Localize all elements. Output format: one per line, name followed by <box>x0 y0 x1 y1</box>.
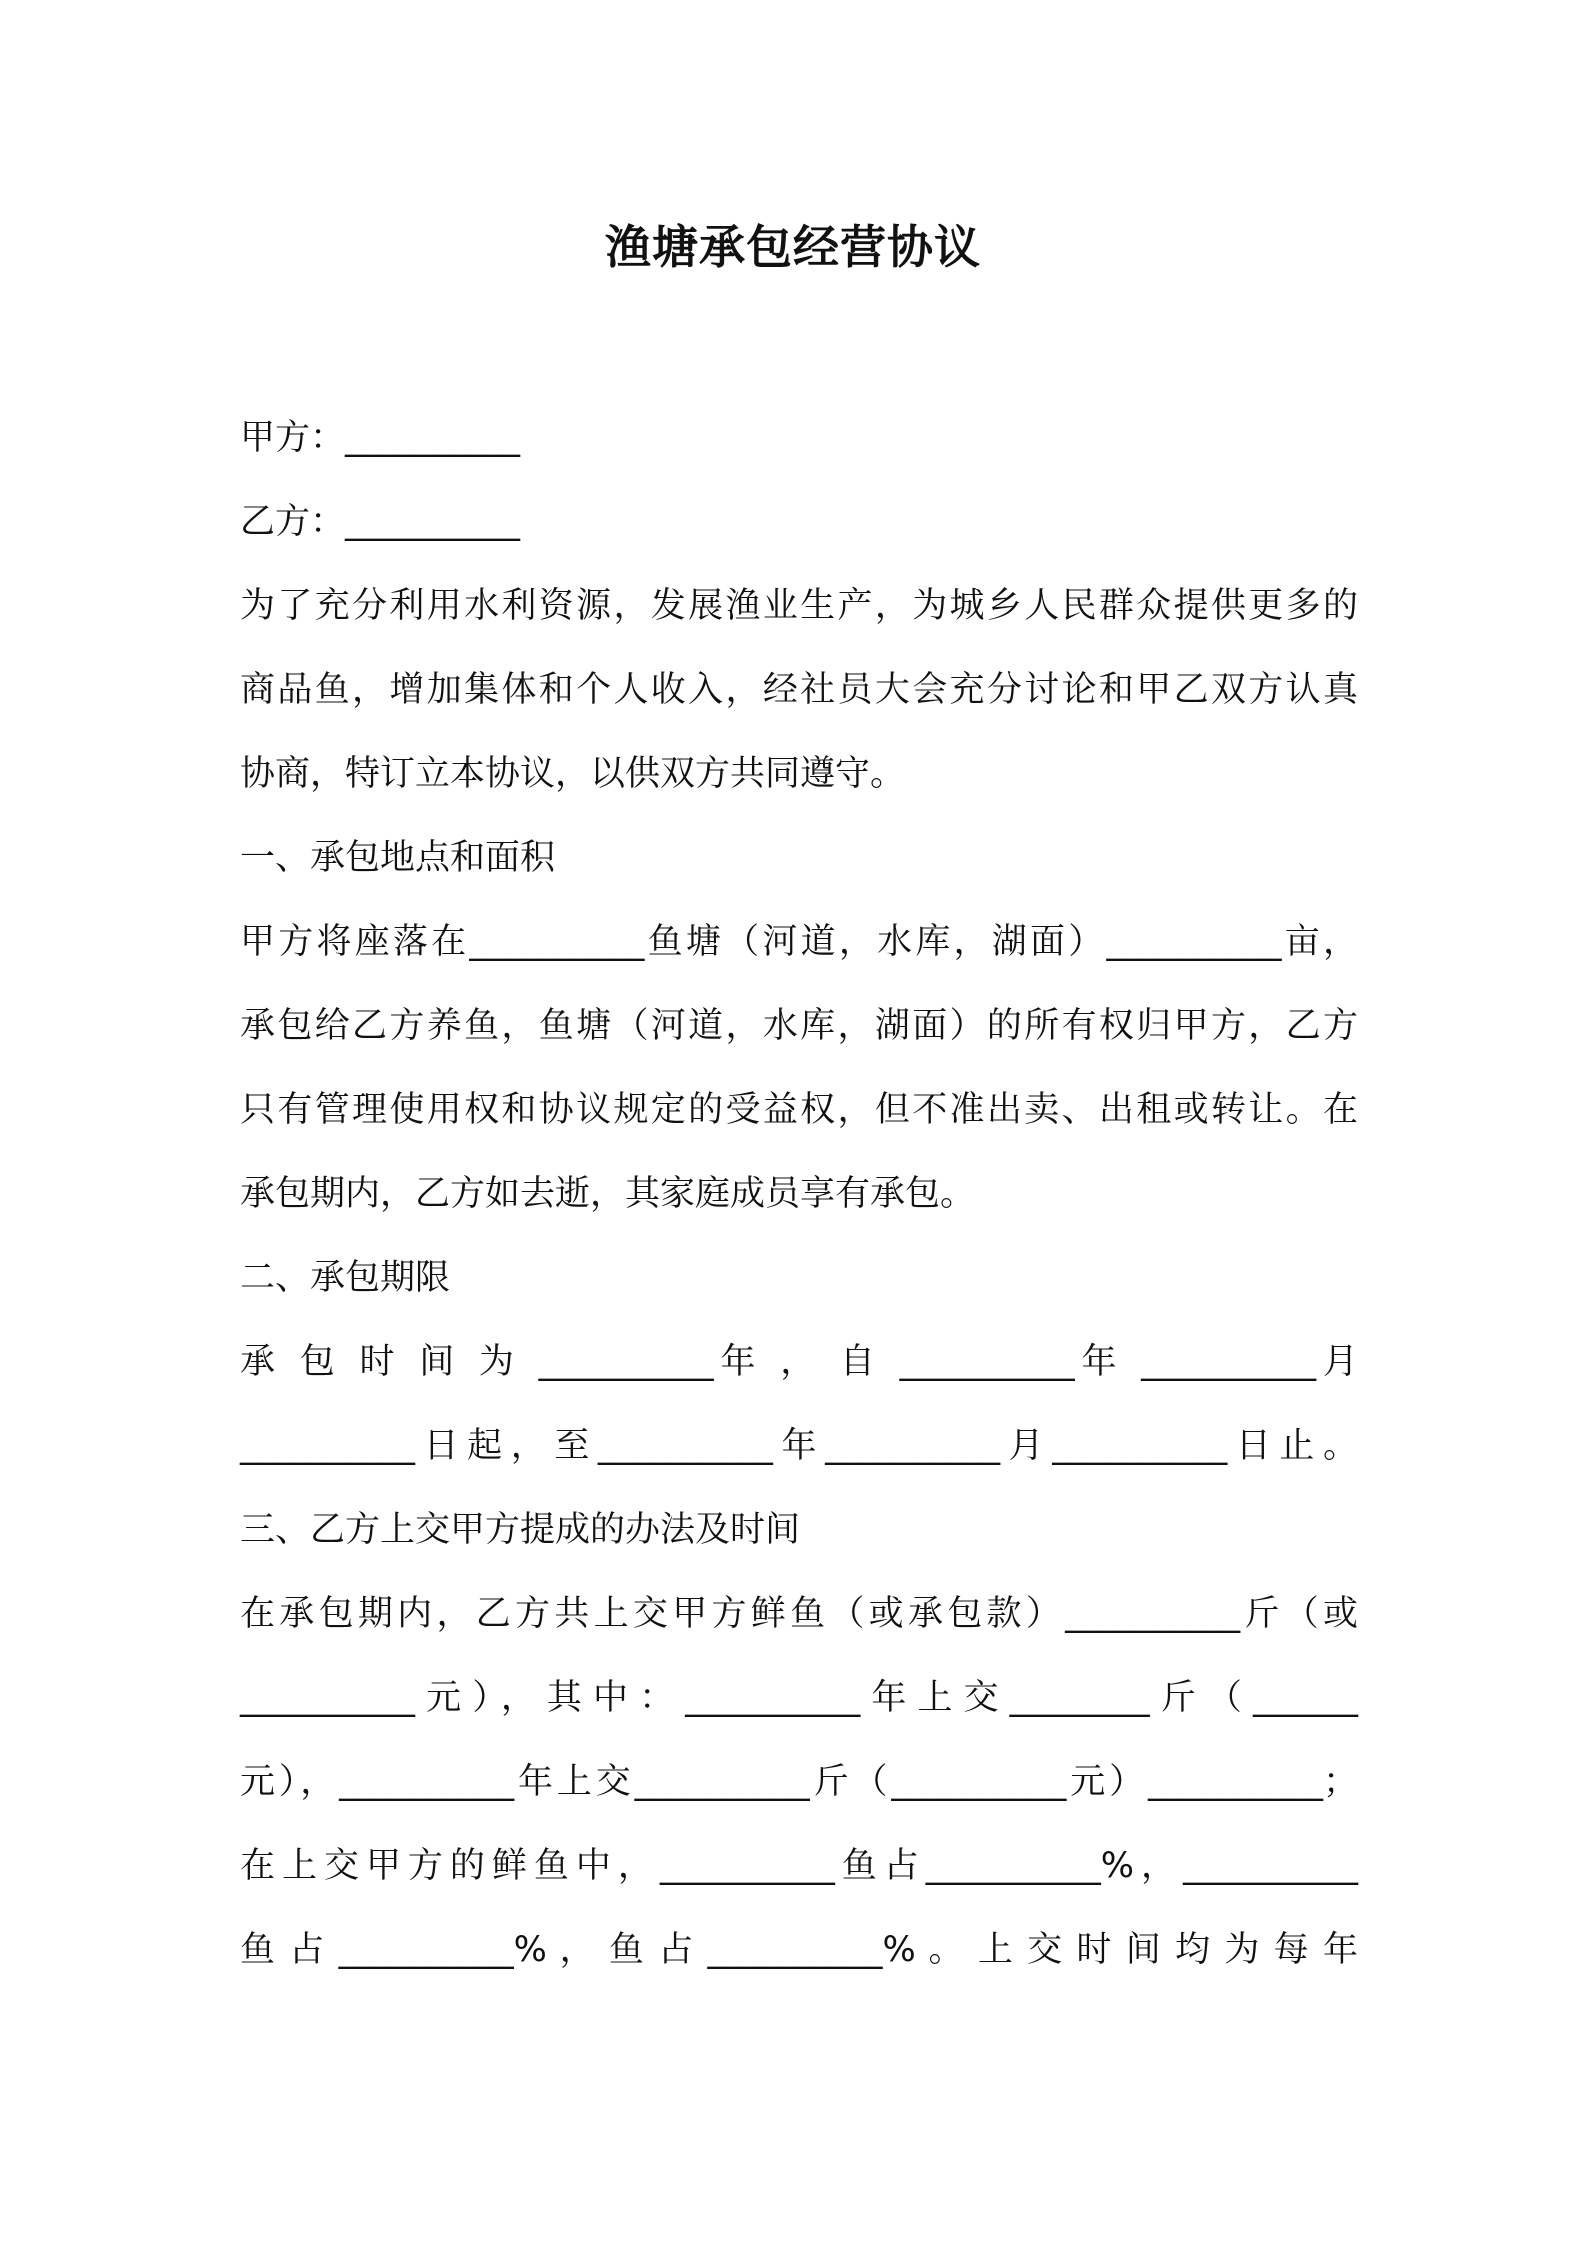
paragraph-line: 承包期内，乙方如去逝，其家庭成员享有承包。 <box>240 1174 976 1214</box>
section-heading: 二、承包期限 <box>240 1258 451 1298</box>
party-b-line: 乙方：__________ <box>240 502 521 542</box>
paragraph-line: 协商，特订立本协议，以供双方共同遵守。 <box>240 754 906 794</box>
paragraph-line: 承包给乙方养鱼，鱼塘（河道，水库，湖面）的所有权归甲方，乙方 <box>240 1006 1358 1046</box>
paragraph-line: 为了充分利用水利资源，发展渔业生产，为城乡人民群众提供更多的 <box>240 586 1358 626</box>
paragraph-line: 商品鱼，增加集体和个人收入，经社员大会充分讨论和甲乙双方认真 <box>240 670 1358 710</box>
document-title: 渔塘承包经营协议 <box>605 220 981 274</box>
section-heading: 一、承包地点和面积 <box>240 838 556 878</box>
paragraph-line: 甲方将座落在__________鱼塘（河道，水库，湖面）__________亩， <box>240 922 1358 962</box>
paragraph-line: 只有管理使用权和协议规定的受益权，但不准出卖、出租或转让。在 <box>240 1090 1358 1130</box>
paragraph-line: __________元），其中：__________年上交________斤（______ <box>240 1678 1358 1718</box>
paragraph-line: 在上交甲方的鲜鱼中，__________鱼占__________%，__________ <box>240 1846 1358 1886</box>
paragraph-line: 承 包 时 间 为 __________年 ， 自 __________年 __________月 <box>240 1342 1358 1382</box>
paragraph-line: __________日起，至__________年__________月__________日止。 <box>240 1426 1358 1466</box>
section-heading: 三、乙方上交甲方提成的办法及时间 <box>240 1510 801 1550</box>
party-a-line: 甲方：__________ <box>240 418 521 458</box>
paragraph-line: 鱼 占 __________% ， 鱼 占 __________% 。 上 交 时 间 均 为 每 年 <box>240 1930 1358 1970</box>
paragraph-line: 元），__________年上交__________斤（__________元）__________； <box>240 1762 1358 1802</box>
paragraph-line: 在承包期内，乙方共上交甲方鲜鱼（或承包款）__________斤（或 <box>240 1594 1358 1634</box>
